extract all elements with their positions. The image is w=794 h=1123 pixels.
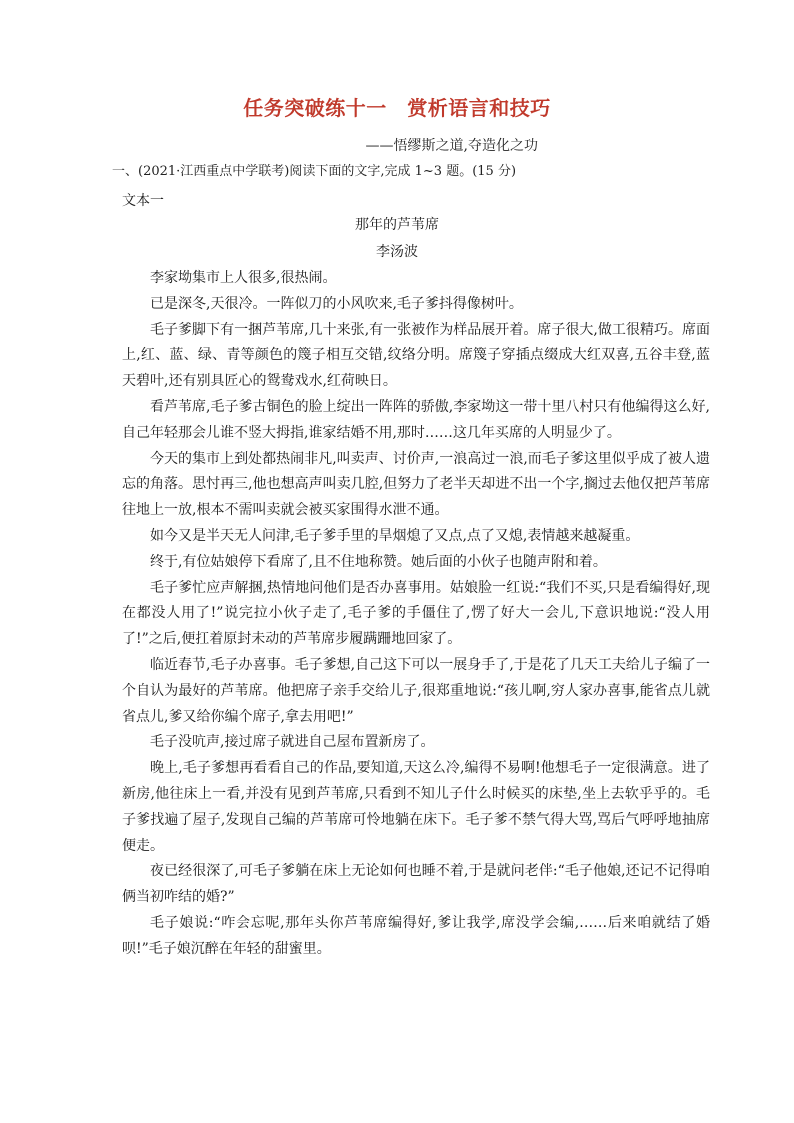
story-paragraph: 如今又是半天无人问津,毛子爹手里的旱烟熄了又点,点了又熄,表情越来越凝重。: [150, 527, 640, 544]
story-body: [122, 266, 710, 963]
text-label: 文本一: [122, 193, 164, 209]
story-title: 那年的芦苇席: [355, 217, 439, 233]
story-paragraph: 终于,有位姑娘停下看席了,且不住地称赞。她后面的小伙子也随声附和着。: [150, 553, 607, 570]
story-paragraph: 毛子爹脚下有一捆芦苇席,几十来张,有一张被作为样品展开着。席子很大,做工很精巧。席面上,红、蓝、绿、青等颜色的篾子相互交错,纹络分明。席篾子穿插点缀成大红双喜,五谷丰登,蓝天碧叶,还有别具匠心的鸳鸯戏水,红荷映日。: [122, 321, 710, 390]
story-paragraph: 今天的集市上到处都热闹非凡,叫卖声、讨价声,一浪高过一浪,而毛子爹这里似乎成了被人遗忘的角落。思忖再三,他也想高声叫卖几腔,但努力了老半天却进不出一个字,搁过去他仅把芦苇席往地上一放,根本不需叫卖就会被买家围得水泄不通。: [122, 450, 710, 519]
story-paragraph: 毛子娘说:“咋会忘呢,那年头你芦苇席编得好,爹让我学,席没学会编,……后来咱就结了婚呗!”毛子娘沉醉在年轻的甜蜜里。: [122, 914, 710, 957]
story-paragraph: 毛子爹忙应声解捆,热情地问他们是否办喜事用。姑娘脸一红说:“我们不买,只是看编得好,现在都没人用了!”说完拉小伙子走了,毛子爹的手僵住了,愣了好大一会儿,下意识地说:“没人用了!”之后,便扛着原封未动的芦苇席步履蹒跚地回家了。: [122, 579, 710, 648]
page-subtitle: ——悟缪斯之道,夺造化之功: [365, 138, 538, 154]
story-paragraph: 李家坳集市上人很多,很热闹。: [150, 270, 337, 286]
question-prompt: 一、(2021·江西重点中学联考)阅读下面的文字,完成 1~3 题。(15 分): [112, 164, 517, 179]
story-paragraph: 毛子没吭声,接过席子就进自己屋布置新房了。: [150, 734, 435, 751]
story-paragraph: 晚上,毛子爹想再看看自己的作品,要知道,天这么冷,编得不易啊!他想毛子一定很满意。进了新房,他往床上一看,并没有见到芦苇席,只看到不知儿子什么时候买的床垫,坐上去软乎乎的。毛子爹找遍了屋子,发现自己编的芦苇席可怜地躺在床下。毛子爹不禁气得大骂,骂后气呼呼地抽席便走。: [122, 760, 710, 854]
story-paragraph: 看芦苇席,毛子爹古铜色的脸上绽出一阵阵的骄傲,李家坳这一带十里八村只有他编得这么好,自己年轻那会儿谁不竖大拇指,谁家结婚不用,那时……这几年买席的人明显少了。: [122, 398, 710, 441]
story-author: 李汤波: [376, 244, 418, 260]
story-paragraph: 夜已经很深了,可毛子爹躺在床上无论如何也睡不着,于是就问老伴:“毛子他娘,还记不记得咱俩当初咋结的婚?”: [122, 863, 710, 906]
story-paragraph: 临近春节,毛子办喜事。毛子爹想,自己这下可以一展身手了,于是花了几天工夫给儿子编了一个自认为最好的芦苇席。他把席子亲手交给儿子,很郑重地说:“孩儿啊,穷人家办喜事,能省点儿就省点儿,爹又给你编个席子,拿去用吧!”: [122, 656, 710, 725]
page-title: 任务突破练十一 赏析语言和技巧: [243, 96, 551, 120]
story-paragraph: 已是深冬,天很冷。一阵似刀的小风吹来,毛子爹抖得像树叶。: [150, 295, 523, 312]
